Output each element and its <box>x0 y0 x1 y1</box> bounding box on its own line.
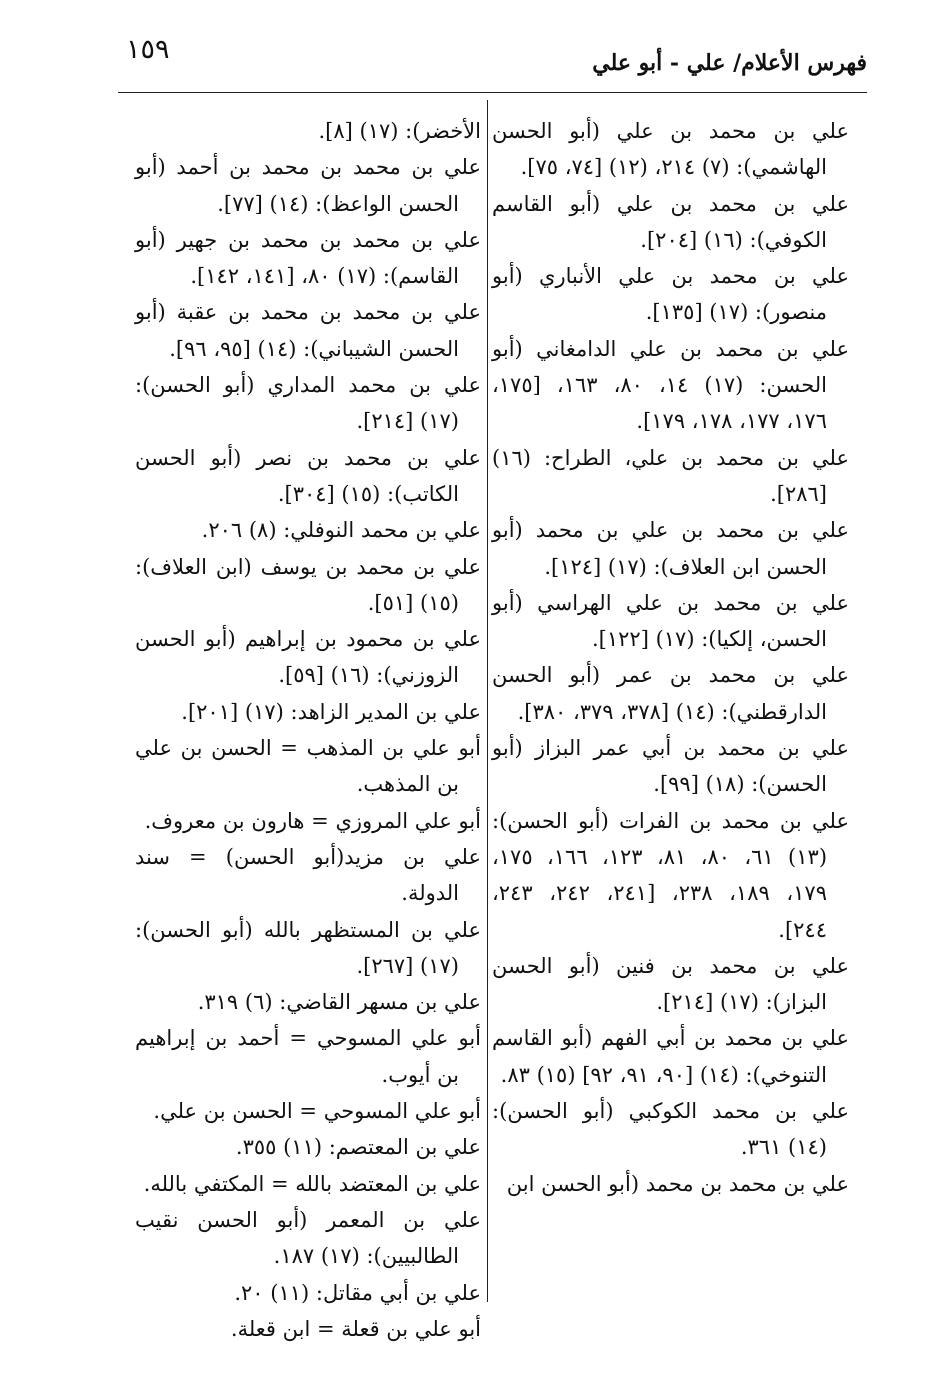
index-entry: علي بن المعمر (أبو الحسن نقيب الطالبيين): (١٧) ١٨٧. <box>135 1207 481 1269</box>
index-entry: أبو علي بن المذهب = الحسن بن علي بن المذهب. <box>135 736 481 797</box>
index-entry: علي بن أبي مقاتل: (١١) ٢٠. <box>234 1280 481 1305</box>
index-entry: علي بن محمد بن علي الهراسي (أبو الحسن، إلكيا): (١٧) [١٢٢]. <box>492 590 849 652</box>
index-entry: علي بن محمد بن أبي عمر البزاز (أبو الحسن): (١٨) [٩٩]. <box>492 736 849 797</box>
index-entry: علي بن محمد بن يوسف (ابن العلاف): (١٥) [٥١]. <box>135 554 481 615</box>
index-entry: علي بن محمد بن أبي الفهم (أبو القاسم التنوخي): (١٤) [٩٠، ٩١، ٩٢] (١٥) ٨٣. <box>492 1026 849 1087</box>
index-entry: علي بن محمد بن محمد بن جهير (أبو القاسم): (١٧) ٨٠، [١٤١، ١٤٢]. <box>135 227 481 289</box>
index-column-right <box>492 113 849 1202</box>
index-entry: علي بن محمد بن علي، الطراح: (١٦) [٢٨٦]. <box>492 445 849 506</box>
index-entry: علي بن محمد بن محمد بن أحمد (أبو الحسن الواعظ): (١٤) [٧٧]. <box>135 155 481 216</box>
index-entry: علي بن محمد بن علي (أبو القاسم الكوفي): (١٦) [٢٠٤]. <box>492 191 849 252</box>
index-entry: علي بن المستظهر بالله (أبو الحسن): (١٧) [٢٦٧]. <box>135 917 481 978</box>
index-entry: علي بن محمد بن محمد (أبو الحسن ابن <box>506 1171 849 1196</box>
column-divider <box>487 100 488 1302</box>
running-head: فهرس الأعلام/ علي - أبو علي <box>592 50 867 76</box>
index-entry: علي بن محمد بن فنين (أبو الحسن البزاز): (١٧) [٢١٤]. <box>492 953 849 1015</box>
index-entry: علي بن محمد بن عمر (أبو الحسن الدارقطني): (١٤) [٣٧٨، ٣٧٩، ٣٨٠]. <box>492 663 849 724</box>
index-entry: علي بن محمود بن إبراهيم (أبو الحسن الزوزني): (١٦) [٥٩]. <box>135 627 481 688</box>
index-entry: علي بن المعتصم: (١١) ٣٥٥. <box>235 1135 481 1160</box>
header-rule <box>118 92 867 93</box>
index-entry: علي بن محمد المداري (أبو الحسن): (١٧) [٢١٤]. <box>135 373 481 434</box>
page-number: ١٥٩ <box>126 34 170 65</box>
index-entry-continuation: الأخضر): (١٧) [٨]. <box>318 119 481 143</box>
index-column-left <box>135 113 481 1347</box>
index-entry: علي بن محمد الكوكبي (أبو الحسن): (١٤) ٣٦١. <box>492 1099 849 1160</box>
index-entry: علي بن محمد بن علي (أبو الحسن الهاشمي): (٧) ٢١٤، (١٢) [٧٤، ٧٥]. <box>492 119 849 180</box>
index-entry: علي بن مسهر القاضي: (٦) ٣١٩. <box>197 990 481 1015</box>
index-entry: علي بن محمد بن محمد بن عقبة (أبو الحسن الشيباني): (١٤) [٩٥، ٩٦]. <box>135 300 481 361</box>
index-entry: علي بن محمد بن نصر (أبو الحسن الكاتب): (١٥) [٣٠٤]. <box>135 445 481 506</box>
index-entry: علي بن مزيد(أبو الحسن) = سند الدولة. <box>135 844 481 906</box>
index-entry: علي بن محمد النوفلي: (٨) ٢٠٦. <box>201 518 481 543</box>
index-entry: أبو علي المسوحي = أحمد بن إبراهيم بن أيوب. <box>135 1026 481 1087</box>
index-entry: أبو علي بن قعلة = ابن قعلة. <box>230 1316 481 1341</box>
index-entry: علي بن المدير الزاهد: (١٧) [٢٠١]. <box>181 699 481 724</box>
index-entry: أبو علي المروزي = هارون بن معروف. <box>144 808 481 833</box>
index-entry: علي بن محمد بن علي الدامغاني (أبو الحسن: (١٧) ١٤، ٨٠، ١٦٣، [١٧٥، ١٧٦، ١٧٧، ١٧٨، ١٧٩]. <box>492 336 849 434</box>
index-entry: علي بن محمد بن علي الأنباري (أبو منصور): (١٧) [١٣٥]. <box>492 264 849 325</box>
index-entry: علي بن المعتضد بالله = المكتفي بالله. <box>143 1171 481 1196</box>
index-entry: علي بن محمد بن علي بن محمد (أبو الحسن ابن العلاف): (١٧) [١٢٤]. <box>492 518 849 579</box>
index-entry: علي بن محمد بن الفرات (أبو الحسن): (١٣) ٦١، ٨٠، ٨١، ١٢٣، ١٦٦، ١٧٥، ١٧٩، ١٨٩، ٢٣٨، [٢٤١، ٢٤٢، ٢٤٣، ٢٤٤]. <box>492 808 849 942</box>
index-entry: أبو علي المسوحي = الحسن بن علي. <box>153 1099 481 1124</box>
